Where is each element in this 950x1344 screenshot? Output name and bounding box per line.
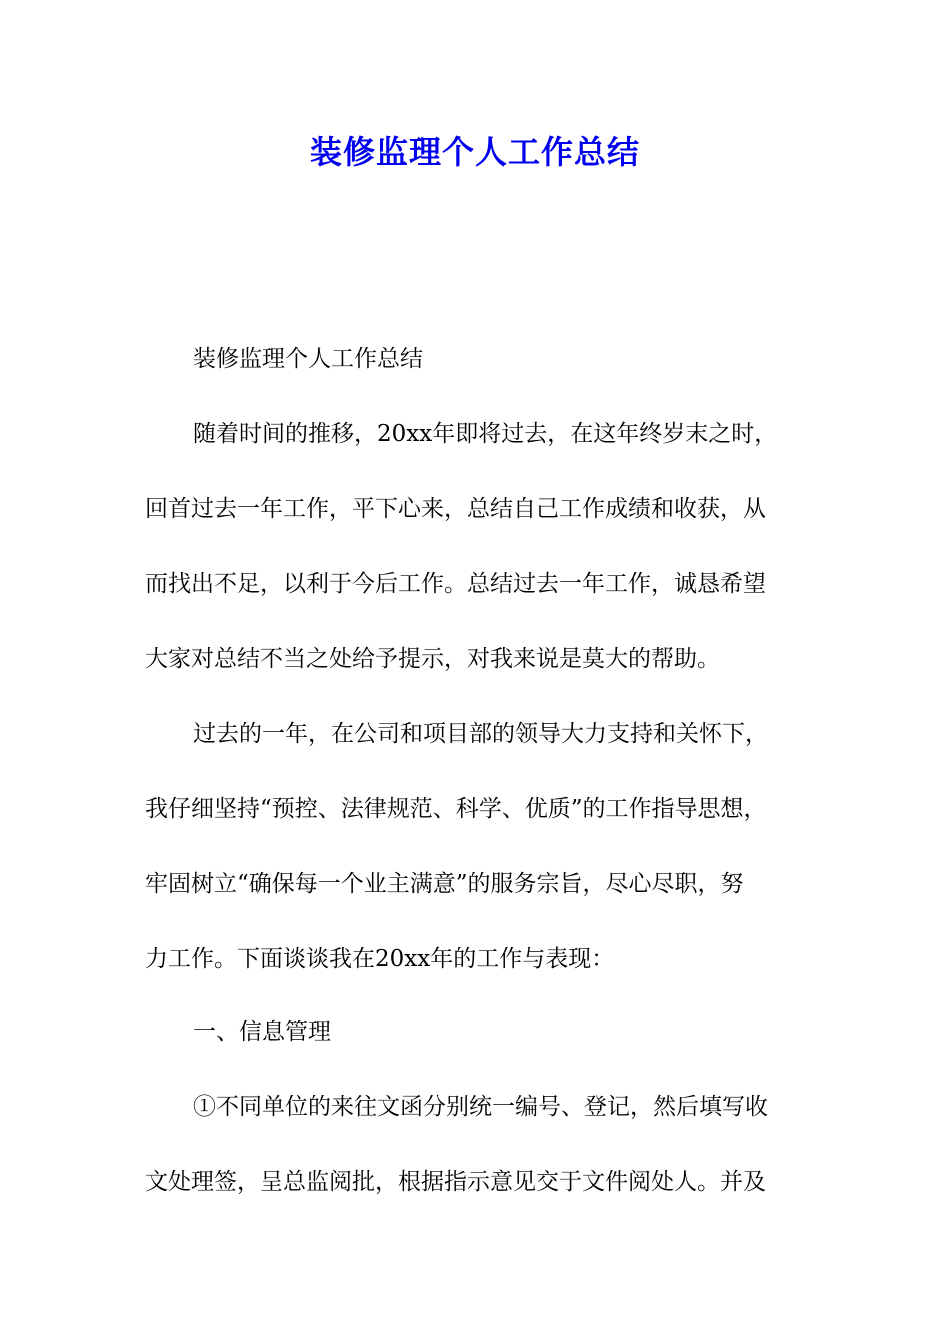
document-title: 装修监理个人工作总结 [309, 133, 640, 171]
paragraph-line: 而找出不足，以利于今后工作。总结过去一年工作，诚恳希望 [145, 571, 766, 597]
paragraph-line: 大家对总结不当之处给予提示，对我来说是莫大的帮助。 [145, 646, 720, 672]
paragraph-line: ①不同单位的来往文函分别统一编号、登记，然后填写收 [193, 1094, 768, 1120]
paragraph-line: 文处理签，呈总监阅批，根据指示意见交于文件阅处人。并及 [145, 1169, 766, 1195]
paragraph-line: 随着时间的推移，20xx年即将过去，在这年终岁末之时， [193, 421, 778, 447]
section-heading: 一、信息管理 [193, 1019, 331, 1045]
paragraph-line: 力工作。下面谈谈我在20xx年的工作与表现： [145, 946, 615, 972]
paragraph-line: 过去的一年，在公司和项目部的领导大力支持和关怀下， [193, 721, 768, 747]
paragraph-line: 回首过去一年工作，平下心来，总结自己工作成绩和收获，从 [145, 496, 766, 522]
paragraph-heading: 装修监理个人工作总结 [193, 346, 423, 372]
paragraph-line: 我仔细坚持“预控、法律规范、科学、优质”的工作指导思想， [145, 796, 767, 822]
paragraph-line: 牢固树立“确保每一个业主满意”的服务宗旨，尽心尽职，努 [145, 871, 744, 897]
